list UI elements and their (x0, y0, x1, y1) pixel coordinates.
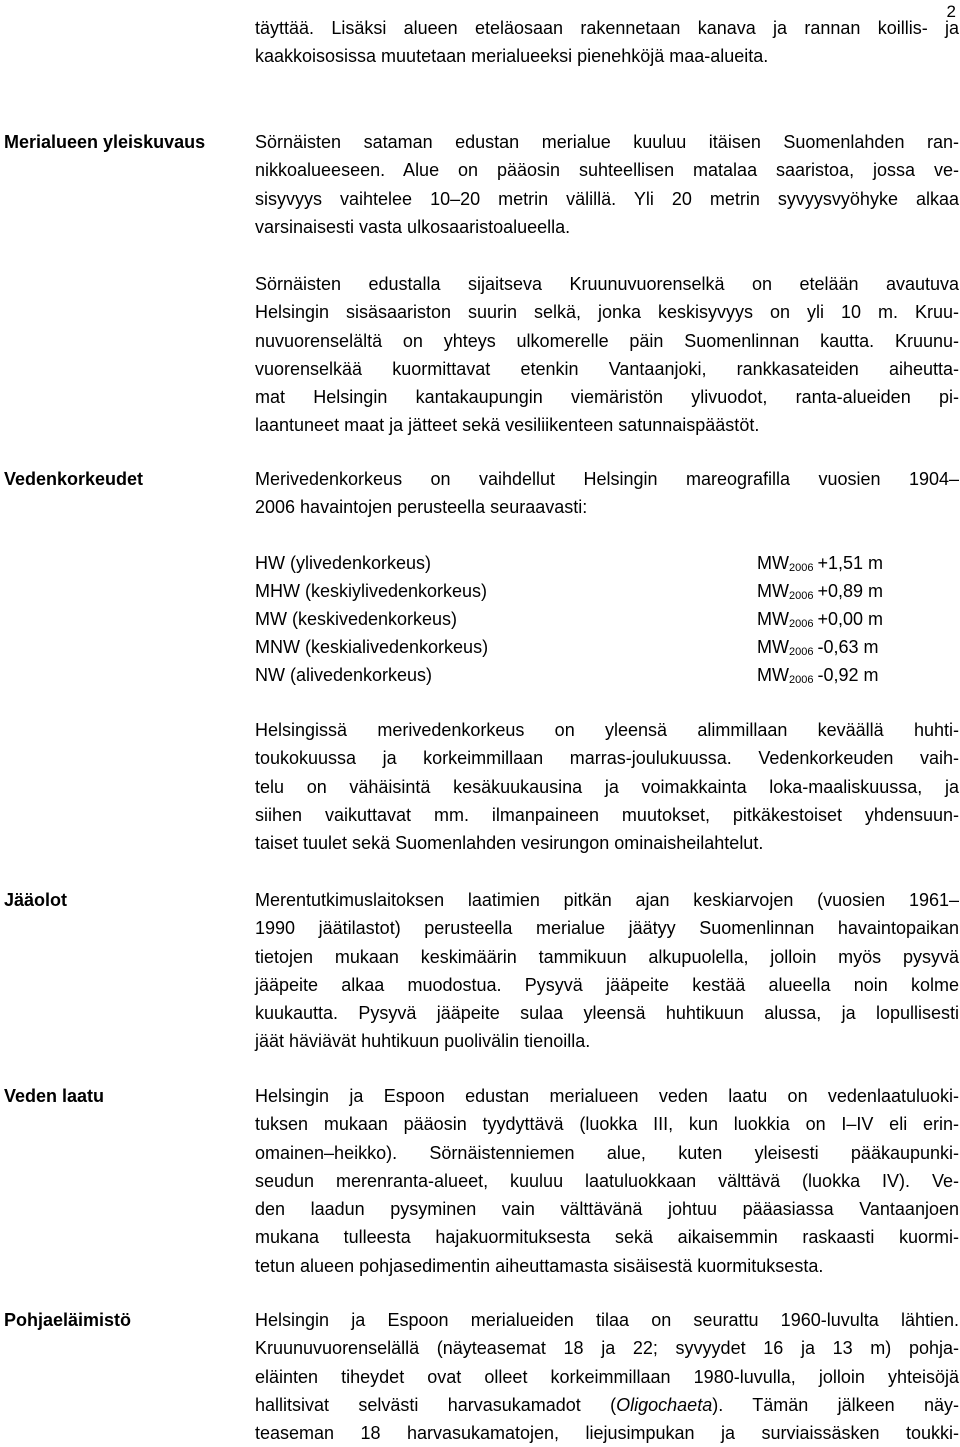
text-line: jääpeite alkaa muodostua. Pysyvä jääpeite kestää alueella noin kolme (255, 974, 959, 995)
text-line: hallitsivat selvästi harvasukamadot (Oligochaeta). Tämän jälkeen näy- (255, 1394, 959, 1415)
text-line: toukokuussa ja korkeimmillaan marras-joulukuussa. Vedenkorkeuden vaih- (255, 748, 959, 769)
water-level-name: MNW (keskialivedenkorkeus) (255, 637, 489, 657)
water-level-name: HW (ylivedenkorkeus) (255, 553, 432, 573)
water-level-name: MHW (keskiylivedenkorkeus) (255, 581, 488, 601)
section-heading-merialue: Merialueen yleiskuvaus (4, 132, 206, 152)
text-line: nuvuorenselältä on yhteys ulkomerelle päin Suomenlinnan kautta. Kruunu- (255, 330, 959, 351)
water-level-value: $MW_{2006}$ -0,63 m (757, 637, 879, 658)
text-line: seudun merenranta-alueet, kuuluu laatuluokkaan välttävä (luokka IV). Ve- (255, 1170, 959, 1191)
text-line: kuukautta. Pysyvä jääpeite sulaa yleensä huhtikuun alussa, ja lopullisesti (255, 1003, 959, 1024)
text-line: Merentutkimuslaitoksen laatimien pitkän ajan keskiarvojen (vuosien 1961– (255, 890, 959, 910)
taxon-italic: Oligochaeta (616, 1394, 713, 1415)
text-line: Helsingin sisäsaariston suurin selkä, jonka keskisyvyys on yli 10 m. Kruu- (255, 302, 959, 323)
water-level-value: $MW_{2006} +1,51$ m (757, 553, 884, 574)
text-line: mukana tulleesta hajakuormituksesta sekä aikaisemmin raskaasti kuormi- (255, 1227, 959, 1248)
text-line: telu on vähäisintä kesäkuukausina ja voimakkainta loka-maaliskuussa, ja (255, 776, 959, 797)
merialue-paragraph-1 (255, 128, 959, 241)
water-level-row (255, 577, 960, 605)
text-line: taiset tuulet sekä Suomenlahden vesirungon ominaisheilahtelut. (255, 833, 764, 854)
veden-laatu-paragraph (255, 1082, 959, 1280)
water-level-value: $MW_{2006} +0,89$ m (757, 581, 884, 602)
text-line: tetun alueen pohjasedimentin aiheuttamasta sisäisestä kuormituksesta. (255, 1255, 824, 1276)
text-line: teaseman 18 harvasukamatojen, liejusimpukan ja surviaissäsken toukki- (255, 1423, 959, 1444)
vedenkorkeudet-paragraph-2 (255, 716, 959, 857)
section-heading-veden-laatu: Veden laatu (4, 1086, 105, 1106)
water-level-name: NW (alivedenkorkeus) (255, 665, 433, 685)
text-line: 1990 jäätilastot) perusteella merialue jäätyy Suomenlinnan havaintopaikan (255, 918, 959, 939)
text-line: eläinten tiheydet ovat olleet korkeimmillaan 1980-luvulla, jolloin yhteisöjä (255, 1366, 959, 1387)
text-line: mat Helsingin kantakaupungin viemäristön ylivuodot, ranta-alueiden pi- (255, 387, 959, 408)
text-line: siihen vaikuttavat mm. ilmanpaineen muutokset, pitkäkestoiset yhdensuun- (255, 804, 959, 825)
text-line: tuksen mukaan pääosin tyydyttävä (luokka III, kun luokkia on I–IV eli erin- (255, 1114, 959, 1135)
water-level-value: $MW_{2006} +0,00$ m (757, 609, 884, 630)
text-line: sisyvyys vaihtelee 10–20 metrin välillä. Yli 20 metrin syvyysvyöhyke alkaa (255, 188, 959, 209)
text-line: kaakkoisosissa muutetaan merialueeksi pienehköjä maa-alueita. (255, 46, 769, 67)
text-line: varsinaisesti vasta ulkosaaristoalueella. (255, 216, 571, 237)
text-line: nikkoalueeseen. Alue on pääosin suhteellisen matalaa saaristoa, jossa ve- (255, 160, 959, 181)
water-level-row (255, 605, 960, 633)
water-level-row (255, 661, 960, 689)
text-line: Helsingissä merivedenkorkeus on yleensä alimmillaan keväällä huhti- (255, 720, 959, 740)
text-line: jäät häviävät huhtikuun puolivälin tienoilla. (255, 1031, 591, 1052)
pohjaelaimisto-paragraph (255, 1306, 959, 1447)
section-heading-pohjaelaimisto: Pohjaeläimistö (4, 1310, 132, 1330)
text-line: laantuneet maat ja jätteet sekä vesiliikenteen satunnaispäästöt. (255, 415, 760, 436)
text-line: täyttää. Lisäksi alueen eteläosaan rakennetaan kanava ja rannan koillis- ja (255, 18, 959, 38)
water-level-row (255, 549, 960, 577)
water-level-row (255, 633, 960, 661)
section-heading-vedenkorkeudet: Vedenkorkeudet (4, 469, 144, 489)
page-number: 2 (946, 2, 956, 21)
water-level-name: MW (keskivedenkorkeus) (255, 609, 458, 629)
text-line: omainen–heikko). Sörnäistenniemen alue, kuten yleisesti pääkaupunki- (255, 1142, 959, 1163)
water-level-value: $MW_{2006}$ -0,92 m (757, 665, 879, 686)
section-heading-jaaolot: Jääolot (4, 890, 68, 910)
text-line: Kruunuvuorenselällä (näyteasemat 18 ja 22; syvyydet 16 ja 13 m) pohja- (255, 1338, 959, 1359)
text-line: Merivedenkorkeus on vaihdellut Helsingin mareografilla vuosien 1904– (255, 469, 959, 489)
text-line: 2006 havaintojen perusteella seuraavasti: (255, 497, 588, 518)
intro-paragraph (255, 14, 959, 71)
text-line: Sörnäisten sataman edustan merialue kuuluu itäisen Suomenlahden ran- (255, 132, 959, 152)
vedenkorkeudet-paragraph-1 (255, 465, 959, 522)
text-line: Sörnäisten edustalla sijaitseva Kruunuvuorenselkä on etelään avautuva (255, 274, 959, 294)
text-line: den laadun pysyminen vain välttävänä johtuu pääasiassa Vantaanjoen (255, 1199, 959, 1220)
text-line: vuorenselkää kuormittavat etenkin Vantaanjoki, rankkasateiden aiheutta- (255, 358, 959, 379)
jaaolot-paragraph (255, 886, 959, 1056)
text-line: Helsingin ja Espoon edustan merialueen veden laatu on vedenlaatuluoki- (255, 1086, 959, 1106)
text-line: tietojen mukaan keskimäärin tammikuun alkupuolella, jolloin myös pysyvä (255, 946, 959, 967)
text-line: Helsingin ja Espoon merialueiden tilaa on seurattu 1960-luvulta lähtien. (255, 1310, 959, 1330)
merialue-paragraph-2 (255, 270, 959, 440)
